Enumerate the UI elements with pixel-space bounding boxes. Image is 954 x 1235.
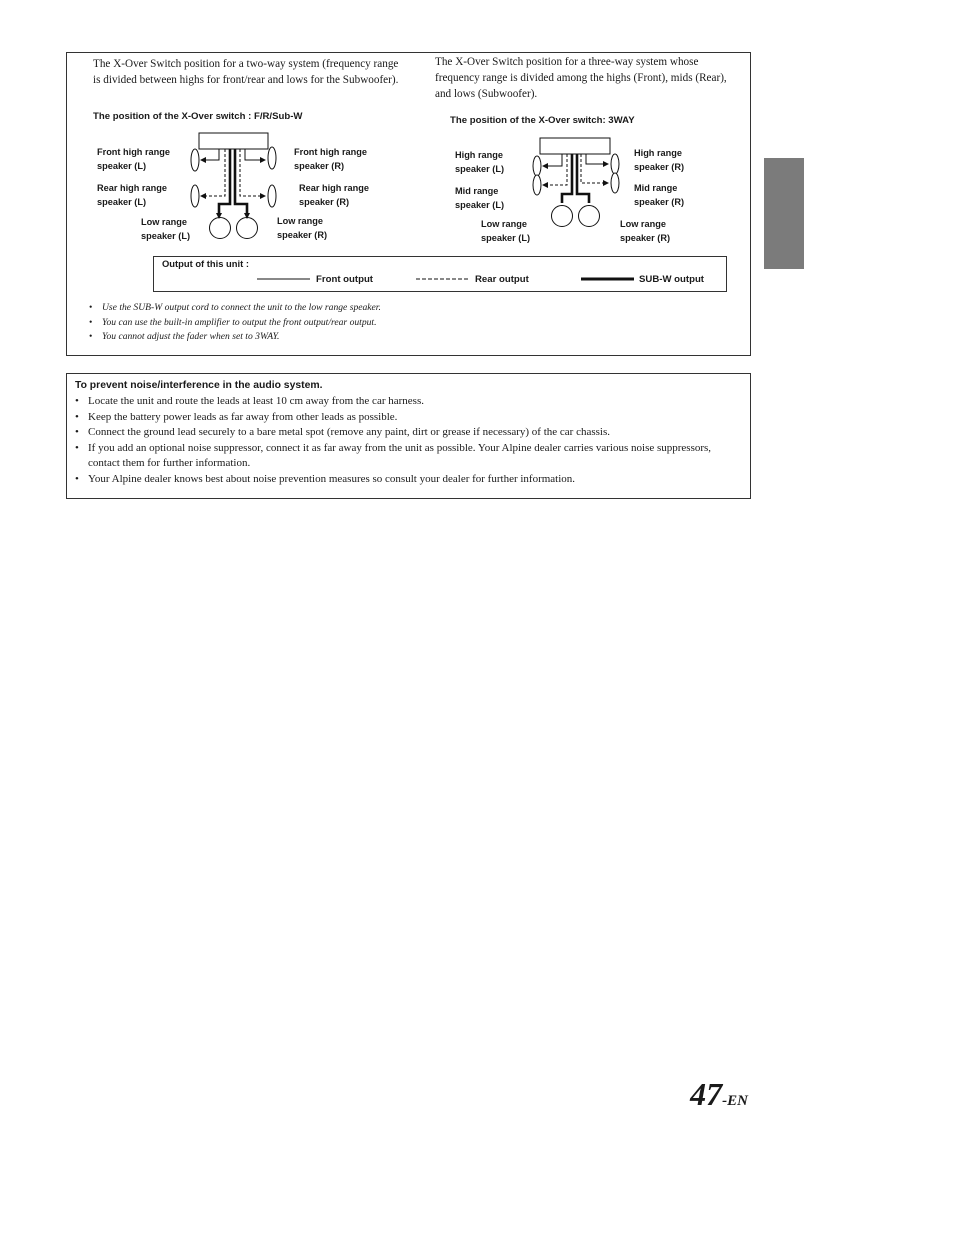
legend-title: Output of this unit : — [162, 258, 249, 269]
three-way-description: The X-Over Switch position for a three-way system whose frequency range is divided among the highs (Front), mids (Rear), and lows (Subwoofer). — [435, 56, 727, 100]
noise-item: • Keep the battery power leads as far away from other leads as possible. — [88, 410, 743, 426]
label-rear-high-l: Rear high range speaker (L) — [97, 183, 167, 207]
label-low-l: Low range speaker (L) — [141, 217, 191, 241]
noise-item: • Your Alpine dealer knows best about noise prevention measures so consult your dealer for further information. — [88, 472, 743, 488]
label-rear-high-r: Rear high range speaker (R) — [299, 183, 369, 207]
legend-rear-output: Rear output — [475, 274, 529, 285]
noise-list — [88, 394, 743, 488]
label-low3-r: Low range speaker (R) — [620, 219, 671, 243]
label-high-r: High range speaker (R) — [634, 148, 685, 172]
page-suffix: -EN — [722, 1093, 748, 1109]
label-low3-l: Low range speaker (L) — [481, 219, 531, 243]
note-item: • Use the SUB-W output cord to connect the unit to the low range speaker. — [102, 301, 742, 316]
page-number: 47-EN — [690, 1076, 748, 1112]
note-item: • You cannot adjust the fader when set to 3WAY. — [102, 330, 742, 345]
label-mid-l: Mid range speaker (L) — [455, 186, 505, 210]
noise-heading: To prevent noise/interference in the audio system. — [75, 380, 323, 391]
legend-front-output: Front output — [316, 274, 374, 285]
note-item: • You can use the built-in amplifier to output the front output/rear output. — [102, 316, 742, 331]
noise-item: • Locate the unit and route the leads at least 10 cm away from the car harness. — [88, 394, 743, 410]
xover-notes — [102, 301, 742, 345]
noise-item: • If you add an optional noise suppressor, connect it as far away from the unit as possible. Your Alpine dealer carries various noise suppressors, contact them for further information. — [88, 441, 743, 472]
label-mid-r: Mid range speaker (R) — [634, 183, 685, 207]
noise-item: • Connect the ground lead securely to a bare metal spot (remove any paint, dirt or grease if necessary) of the car chassis. — [88, 425, 743, 441]
two-way-heading: The position of the X-Over switch : F/R/Sub-W — [93, 111, 303, 122]
label-front-high-l: Front high range speaker (L) — [97, 147, 170, 171]
label-high-l: High range speaker (L) — [455, 150, 505, 174]
two-way-description: The X-Over Switch position for a two-way system (frequency range is divided between highs for front/rear and lows for the Subwoofer). — [93, 58, 399, 86]
label-front-high-r: Front high range speaker (R) — [294, 147, 367, 171]
three-way-heading: The position of the X-Over switch: 3WAY — [450, 115, 635, 126]
label-low-r: Low range speaker (R) — [277, 216, 328, 240]
legend-subw-output: SUB-W output — [639, 274, 705, 285]
